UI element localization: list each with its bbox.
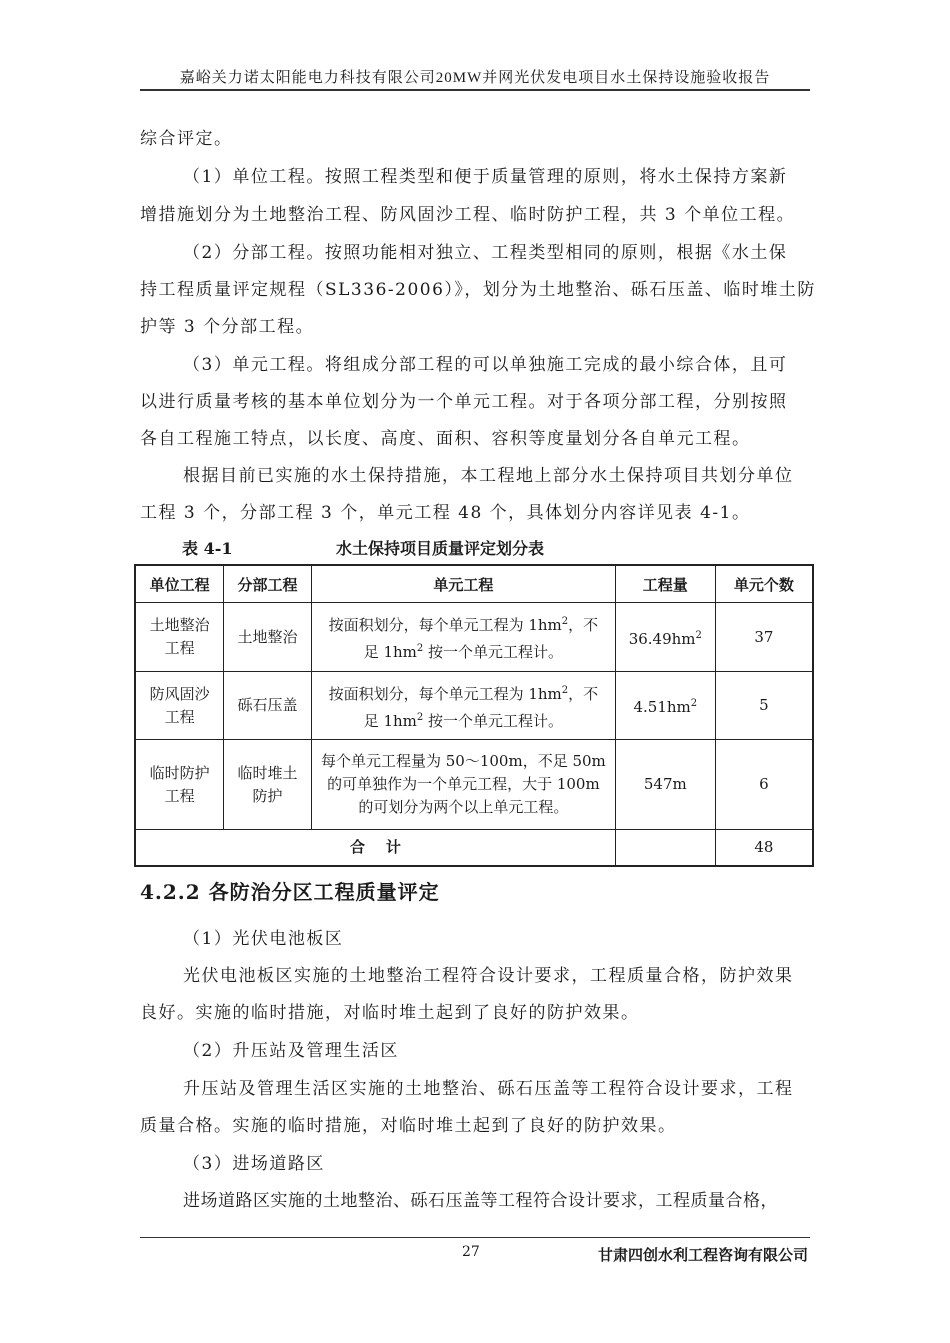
paragraph-line: （1）单位工程。按照工程类型和便于质量管理的原则，将水土保持方案新 (183, 167, 788, 187)
table-row (135, 603, 813, 672)
paragraph-line: 综合评定。 (140, 129, 233, 149)
page-header: 嘉峪关力诺太阳能电力科技有限公司20MW并网光伏发电项目水土保持设施验收报告 (179, 70, 771, 86)
paragraph-line: 持工程质量评定规程（SL336-2006）》，划分为土地整治、砾石压盖、临时堆土防 (140, 280, 816, 300)
subsection-title: （2）升压站及管理生活区 (183, 1041, 399, 1061)
col-header-unit: 单位工程 (135, 565, 224, 603)
cell-quantity: $36.49hm^2$ (615, 603, 715, 672)
cell-element: 按面积划分，每个单元工程为 $1hm^2$，不 足 $1hm^2$ 按一个单元工程计。 (311, 672, 615, 740)
footer-organization: 甘肃四创水利工程咨询有限公司 (597, 1246, 808, 1264)
table-caption-title: 水土保持项目质量评定划分表 (336, 539, 545, 558)
cell-part: 砾石压盖 (224, 672, 312, 740)
table-row (135, 740, 813, 830)
subsection-title: （3）进场道路区 (183, 1154, 325, 1174)
footer-rule (140, 1237, 810, 1238)
page-number: 27 (462, 1244, 480, 1260)
cell-element: 每个单元工程量为 50～100m，不足 50m 的可单独作为一个单元工程，大于 100m 的可划分为两个以上单元工程。 (311, 740, 615, 830)
paragraph-line: 各自工程施工特点，以长度、高度、面积、容积等度量划分各自单元工程。 (140, 429, 751, 449)
paragraph-line: （2）分部工程。按照功能相对独立、工程类型相同的原则，根据《水土保 (183, 243, 788, 263)
paragraph-line: （3）单元工程。将组成分部工程的可以单独施工完成的最小综合体，且可 (183, 355, 788, 375)
paragraph-line: 根据目前已实施的水土保持措施，本工程地上部分水土保持项目共划分单位 (183, 466, 794, 486)
total-value: 48 (715, 830, 813, 866)
paragraph-line: 光伏电池板区实施的土地整治工程符合设计要求，工程质量合格，防护效果 (183, 966, 794, 986)
col-header-part: 分部工程 (224, 565, 312, 603)
cell-element: 按面积划分，每个单元工程为 $1hm^2$，不 足 $1hm^2$ 按一个单元工程计。 (311, 603, 615, 672)
table-caption-id: 表 4-1 (182, 539, 233, 558)
paragraph-line: 质量合格。实施的临时措施，对临时堆土起到了良好的防护效果。 (140, 1116, 677, 1136)
total-label: 合 计 (135, 830, 615, 866)
col-header-count: 单元个数 (715, 565, 813, 603)
cell-part: 土地整治 (224, 603, 312, 672)
col-header-element: 单元工程 (311, 565, 615, 603)
division-table (134, 564, 814, 867)
table-header-row (135, 565, 813, 603)
header-rule (140, 89, 810, 91)
section-heading: 4.2.2 各防治分区工程质量评定 (140, 880, 440, 904)
paragraph-line: 良好。实施的临时措施，对临时堆土起到了良好的防护效果。 (140, 1003, 640, 1023)
cell-unit: 临时防护 工程 (135, 740, 224, 830)
paragraph-line: 升压站及管理生活区实施的土地整治、砾石压盖等工程符合设计要求，工程 (183, 1079, 794, 1099)
cell-quantity: 547m (615, 740, 715, 830)
paragraph-line: 护等 3 个分部工程。 (140, 317, 315, 337)
paragraph-line: 增措施划分为土地整治工程、防风固沙工程、临时防护工程，共 3 个单位工程。 (140, 205, 796, 225)
cell-unit: 防风固沙 工程 (135, 672, 224, 740)
table-row (135, 672, 813, 740)
cell-unit: 土地整治 工程 (135, 603, 224, 672)
table-total-row (135, 830, 813, 866)
total-empty-cell (615, 830, 715, 866)
paragraph-line: 以进行质量考核的基本单位划分为一个单元工程。对于各项分部工程，分别按照 (140, 392, 788, 412)
paragraph-line: 工程 3 个，分部工程 3 个，单元工程 48 个，具体划分内容详见表 4-1。 (140, 503, 751, 523)
cell-quantity: $4.51hm^2$ (615, 672, 715, 740)
cell-count: 5 (715, 672, 813, 740)
subsection-title: （1）光伏电池板区 (183, 929, 344, 949)
cell-part: 临时堆土 防护 (224, 740, 312, 830)
col-header-quantity: 工程量 (615, 565, 715, 603)
cell-count: 37 (715, 603, 813, 672)
cell-count: 6 (715, 740, 813, 830)
paragraph-line: 进场道路区实施的土地整治、砾石压盖等工程符合设计要求，工程质量合格， (183, 1191, 778, 1211)
